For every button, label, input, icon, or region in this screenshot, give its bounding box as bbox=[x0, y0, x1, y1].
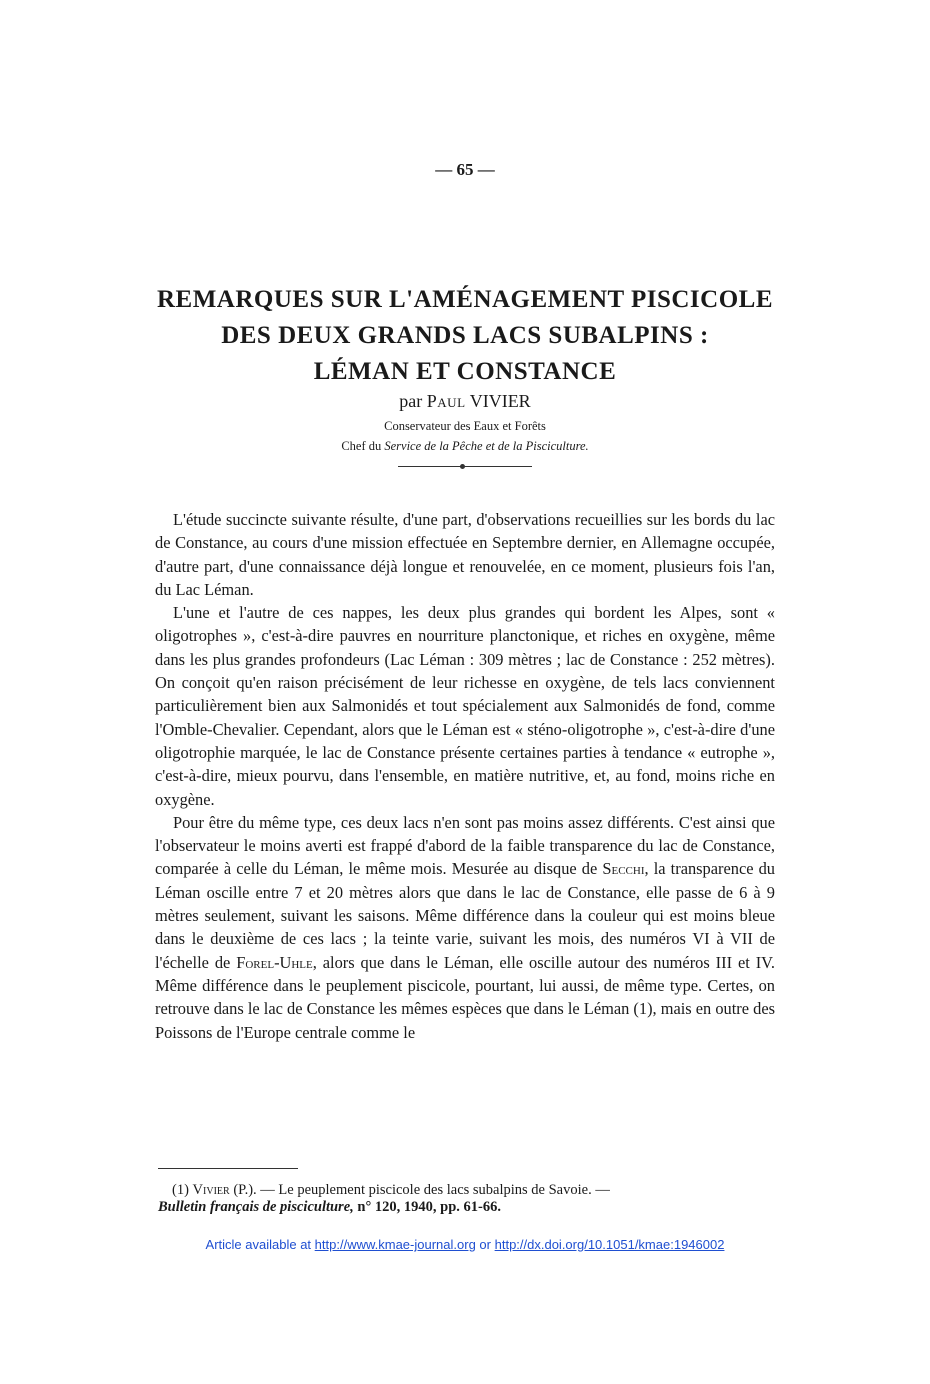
article-availability-note bbox=[0, 1237, 930, 1252]
affiliation-prefix: Chef du bbox=[341, 439, 382, 453]
article-body bbox=[155, 508, 775, 1044]
paragraph-3 bbox=[155, 811, 775, 1044]
footnote-line-2 bbox=[158, 1199, 501, 1215]
availability-or: or bbox=[479, 1237, 491, 1252]
secchi-name: Secchi bbox=[602, 859, 645, 879]
article-title bbox=[140, 282, 790, 390]
title-line-2: DES DEUX GRANDS LACS SUBALPINS : bbox=[221, 322, 709, 349]
footnote-rule bbox=[158, 1168, 298, 1169]
affiliation-service: Service de la Pêche et de la Pisciculture. bbox=[384, 439, 589, 453]
title-line-1: REMARQUES SUR L'AMÉNAGEMENT PISCICOLE bbox=[156, 286, 774, 313]
author-last-name: VIVIER bbox=[469, 391, 531, 411]
author-affiliation-2 bbox=[0, 439, 930, 454]
author-affiliation-1: Conservateur des Eaux et Forêts bbox=[384, 419, 546, 433]
footnote-journal: Bulletin français de pisciculture, bbox=[158, 1199, 354, 1215]
byline bbox=[0, 391, 930, 412]
footnote bbox=[158, 1182, 773, 1216]
paragraph-1: L'étude succincte suivante résulte, d'une part, d'observations recueillies sur les bords du lac de Constance, au cours d'une mission effectuée en Septembre dernier, en Allemagne occupée, d'autre part, d'une connaissance déjà longue et renouvelée, en ce moment, plusieurs fois l'an, du Lac Léman. bbox=[155, 510, 775, 599]
availability-prefix: Article available at bbox=[205, 1237, 312, 1252]
byline-prefix: par bbox=[399, 391, 423, 411]
journal-link[interactable]: http://www.kmae-journal.org bbox=[314, 1237, 476, 1252]
paragraph-2: L'une et l'autre de ces nappes, les deux plus grandes qui bordent les Alpes, sont « oligotrophes », c'est-à-dire pauvres en nourriture planctonique, et riches en oxygène, même dans les plus grandes profondeurs (Lac Léman : 309 mètres ; lac de Constance : 252 mètres). On conçoit qu'en raison précisément de leur richesse en oxygène, de tels lacs conviennent particulièrement bien aux Salmonidés et tout spécialement aux Salmonidés de fond, comme l'Omble-Chevalier. Cependant, alors que le Léman est « sténo-oligotrophe », c'est-à-dire d'une oligotrophie marquée, le lac de Constance présente certaines parties à tendance « eutrophe », c'est-à-dire, mieux pourvu, dans l'ensemble, en matière nutritive, et, au fond, moins riche en oxygène. bbox=[155, 603, 775, 809]
footnote-citation: (P.). — Le peuplement piscicole des lacs subalpins de Savoie. — bbox=[233, 1182, 610, 1198]
page-number: — 65 — bbox=[435, 160, 495, 179]
footnote-author: Vivier bbox=[192, 1182, 230, 1198]
footnote-marker: (1) bbox=[172, 1182, 189, 1198]
paragraph-3-part-a: Pour être du même type, ces deux lacs n'en sont pas moins assez différents. C'est ainsi que l'observateur le moins averti est frappé d'abord de la faible transparence du lac de Constance, comparée à celle du Léman, le même mois. Mesurée au disque de bbox=[155, 812, 775, 879]
paragraph-3-part-c: , alors que dans le Léman, elle oscille autour des numéros III et IV. Même différence dans le peuplement piscicole, pourtant, lui aussi, de même type. Certes, on retrouve dans le lac de Constance les mêmes espèces que dans le Léman (1), mais en outre des Poissons de l'Europe centrale comme le bbox=[155, 952, 775, 1042]
forel-uhle-name: Forel-Uhle bbox=[236, 952, 313, 972]
title-separator-ornament bbox=[398, 466, 532, 467]
author-first-name: Paul bbox=[426, 391, 466, 411]
doi-link[interactable]: http://dx.doi.org/10.1051/kmae:1946002 bbox=[494, 1237, 725, 1252]
footnote-line-1 bbox=[158, 1182, 773, 1199]
footnote-details: n° 120, 1940, pp. 61-66. bbox=[357, 1199, 501, 1215]
title-line-3: LÉMAN ET CONSTANCE bbox=[313, 358, 617, 385]
paragraph-3-part-b: , la transparence du Léman oscille entre 7 et 20 mètres alors que dans le lac de Constance, elle passe de 6 à 9 mètres seulement, suivant les saisons. Même différence dans la couleur qui est moins bleue dans le deuxième de ces lacs ; la teinte varie, suivant les mois, des numéros VI à VII de l'échelle de bbox=[155, 859, 776, 972]
